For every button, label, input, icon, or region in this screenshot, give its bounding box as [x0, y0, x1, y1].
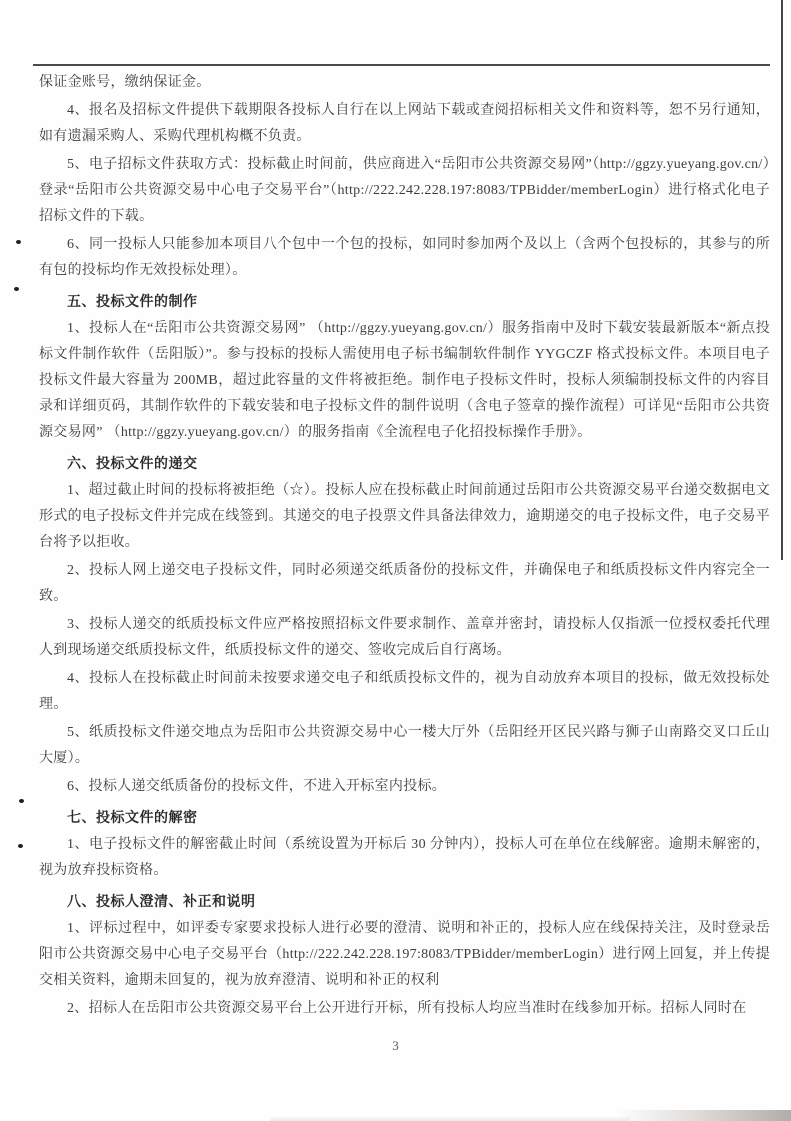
section-heading-5: 五、投标文件的制作: [67, 293, 198, 309]
paragraph-item-6: 6、同一投标人只能参加本项目八个包中一个包的投标，如同时参加两个及以上（含两个包投标的，其参与的所有包的投标均作无效投标处理）。: [39, 237, 770, 278]
header-rule-line: [33, 64, 770, 66]
section-heading-7: 七、投标文件的解密: [67, 809, 198, 825]
paragraph-item-2: 2、投标人网上递交电子投标文件，同时必须递交纸质备份的投标文件，并确保电子和纸质投标文件内容完全一致。: [39, 563, 770, 604]
paragraph-item-1: 1、电子投标文件的解密截止时间（系统设置为开标后 30 分钟内），投标人可在单位在线解密。逾期未解密的，视为放弃投标资格。: [39, 837, 770, 878]
scan-edge-line: [781, 0, 783, 1121]
scan-smudge-bottom: [270, 1116, 630, 1121]
paragraph-item-4: 4、报名及招标文件提供下载期限各投标人自行在以上网站下载或查阅招标相关文件和资料等，恕不另行通知，如有遗漏采购人、采购代理机构概不负责。: [39, 103, 770, 144]
paragraph-item-5: 5、纸质投标文件递交地点为岳阳市公共资源交易中心一楼大厅外（岳阳经开区民兴路与狮子山南路交叉口丘山大厦）。: [39, 725, 770, 766]
paragraph-item-2: 2、招标人在岳阳市公共资源交易平台上公开进行开标，所有投标人均应当准时在线参加开标。招标人同时在: [67, 1001, 747, 1016]
paragraph-item-1: 1、投标人在“岳阳市公共资源交易网” （http://ggzy.yueyang.gov.cn/）服务指南中及时下载安装最新版本“新点投标文件制作软件（岳阳版）”。参与投标的投标人需使用电子标书编制软件制作 YYGCZF 格式投标文件。本项目电子投标文件最大容量为 200MB，超过此容量的文件将被拒绝。制作电子投标文件时，投标人须编制投标文件的内容目录和详细页码，其制作软件的下载安装和电子投标文件的制件说明（含电子签章的操作流程）可详见“岳阳市公共资源交易网” （http://ggzy.yueyang.gov.cn/）的服务指南《全流程电子化招投标操作手册》。: [39, 321, 770, 440]
scan-artifact-dot: [16, 240, 21, 244]
scan-artifact-dot: [14, 287, 19, 291]
paragraph-item-6: 6、投标人递交纸质备份的投标文件，不进入开标室内投标。: [67, 779, 447, 794]
scan-artifact-dot: [18, 844, 23, 848]
page-number: 3: [392, 1038, 399, 1053]
paragraph-item-3: 3、投标人递交的纸质投标文件应严格按照招标文件要求制作、盖章并密封，请投标人仅指派一位授权委托代理人到现场递交纸质投标文件，纸质投标文件的递交、签收完成后自行离场。: [39, 617, 770, 658]
section-heading-8: 八、投标人澄清、补正和说明: [67, 893, 256, 909]
paragraph-item-5: 5、电子招标文件获取方式：投标截止时间前，供应商进入“岳阳市公共资源交易网”（http://ggzy.yueyang.gov.cn/）登录“岳阳市公共资源交易中心电子交易平台”（http://222.242.228.197:8083/TPBidder/memberLogin）进行格式化电子招标文件的下载。: [39, 157, 770, 224]
paragraph-continuation: 保证金账号，缴纳保证金。: [39, 75, 211, 90]
scan-smudge-bottom-right: [616, 1110, 791, 1121]
paragraph-item-1: 1、评标过程中，如评委专家要求投标人进行必要的澄清、说明和补正的，投标人应在线保持关注，及时登录岳阳市公共资源交易中心电子交易平台（http://222.242.228.197:8083/TPBidder/memberLogin）进行网上回复，并上传提交相关资料，逾期未回复的，视为放弃澄清、说明和补正的权利: [39, 921, 770, 988]
scan-artifact-dot: [19, 799, 24, 803]
section-heading-6: 六、投标文件的递交: [67, 455, 198, 471]
paragraph-item-1: 1、超过截止时间的投标将被拒绝（☆）。投标人应在投标截止时间前通过岳阳市公共资源交易平台递交数据电文形式的电子投标文件并完成在线签到。其递交的电子投票文件具备法律效力，逾期递交的电子投标文件，电子交易平台将予以拒收。: [39, 483, 770, 550]
document-body: [39, 70, 770, 1022]
paragraph-item-4: 4、投标人在投标截止时间前未按要求递交电子和纸质投标文件的，视为自动放弃本项目的投标，做无效投标处理。: [39, 671, 770, 712]
